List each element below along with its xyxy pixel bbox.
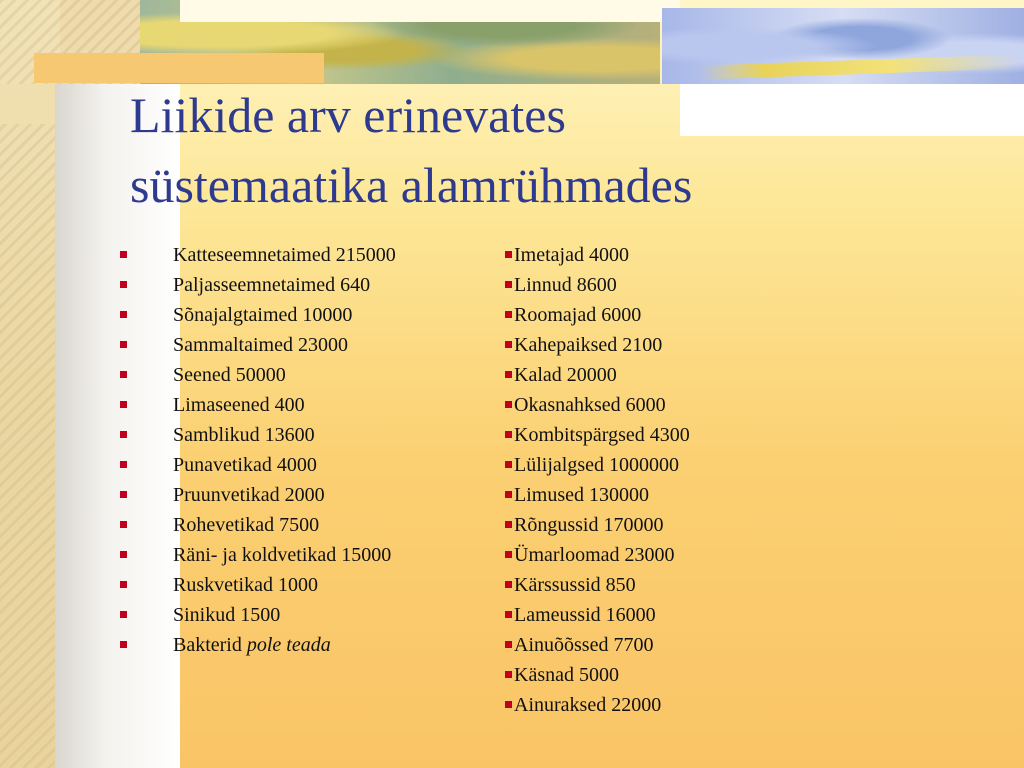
- list-item-text: [173, 270, 370, 300]
- list-item-label: Paljasseemnetaimed 640: [173, 274, 371, 296]
- list-item-text: [173, 330, 348, 360]
- decorative-block: [0, 84, 60, 124]
- list-item-text: [514, 574, 636, 596]
- list-item-text: [514, 274, 617, 296]
- decorative-cream-box: [180, 0, 680, 22]
- list-item-text: [514, 424, 690, 446]
- bullet-square-icon: [120, 521, 127, 528]
- list-item-text: [173, 540, 391, 570]
- bullet-square-icon: [120, 581, 127, 588]
- list-item: [505, 240, 690, 270]
- bullet-square-icon: [505, 581, 512, 588]
- bullet-square-icon: [505, 341, 512, 348]
- list-item: [505, 510, 690, 540]
- list-item-label: Bakterid: [173, 634, 247, 656]
- list-item-text: [514, 514, 663, 536]
- bullet-square-icon: [505, 701, 512, 708]
- decorative-white-band: [680, 84, 1024, 136]
- list-item-label: Katteseemnetaimed 215000: [173, 244, 396, 266]
- list-item-text: [173, 480, 325, 510]
- list-item-label: Kalad 20000: [514, 364, 617, 386]
- list-item-text: [173, 510, 319, 540]
- bullet-square-icon: [505, 251, 512, 258]
- animals-list: [505, 240, 690, 720]
- list-item: [505, 390, 690, 420]
- list-item-text: [514, 604, 656, 626]
- list-item-label: Sõnajalgtaimed 10000: [173, 304, 353, 326]
- bullet-square-icon: [120, 641, 127, 648]
- list-item: [505, 690, 690, 720]
- list-item-label: Kombitspärgsed 4300: [514, 424, 690, 446]
- list-item-label: Samblikud 13600: [173, 424, 315, 446]
- list-item-label: Sammaltaimed 23000: [173, 334, 348, 356]
- list-item-label: Roomajad 6000: [514, 304, 642, 326]
- bullet-square-icon: [505, 641, 512, 648]
- list-item-text: [514, 334, 662, 356]
- list-item-text: [514, 364, 617, 386]
- list-item-label: Lameussid 16000: [514, 604, 656, 626]
- list-item-text: [514, 394, 666, 416]
- list-item-label: Okasnahksed 6000: [514, 394, 666, 416]
- list-item-text: [173, 450, 317, 480]
- list-item-label: Pruunvetikad 2000: [173, 484, 325, 506]
- list-item: [505, 270, 690, 300]
- list-item-label: Ainuraksed 22000: [514, 694, 662, 716]
- list-item: [505, 420, 690, 450]
- list-item-label: Käsnad 5000: [514, 664, 619, 686]
- list-item-text: [173, 630, 331, 660]
- bullet-square-icon: [120, 551, 127, 558]
- list-item-label: Kärssussid 850: [514, 574, 636, 596]
- list-item-label: Sinikud 1500: [173, 604, 281, 626]
- slide-title: [130, 80, 692, 220]
- list-item-label: Punavetikad 4000: [173, 454, 317, 476]
- list-item-text: [173, 240, 396, 270]
- bullet-square-icon: [505, 281, 512, 288]
- bullet-square-icon: [505, 611, 512, 618]
- bullet-square-icon: [120, 461, 127, 468]
- list-item: [505, 540, 690, 570]
- bullet-square-icon: [505, 491, 512, 498]
- list-item: [505, 480, 690, 510]
- list-item-text: [514, 244, 629, 266]
- decorative-orange-bar: [34, 53, 324, 83]
- bullet-square-icon: [120, 281, 127, 288]
- bullet-square-icon: [505, 431, 512, 438]
- list-item-label: Ruskvetikad 1000: [173, 574, 318, 596]
- bullet-square-icon: [505, 551, 512, 558]
- list-item: [505, 360, 690, 390]
- list-item-label: Rohevetikad 7500: [173, 514, 320, 536]
- list-item: [505, 330, 690, 360]
- list-item-text: [514, 484, 649, 506]
- list-item: [505, 630, 690, 660]
- list-item-label: Kahepaiksed 2100: [514, 334, 663, 356]
- list-item: [505, 600, 690, 630]
- list-item-text: [173, 300, 352, 330]
- list-item-text: [514, 454, 679, 476]
- list-item-label: Imetajad 4000: [514, 244, 629, 266]
- list-item-label: Linnud 8600: [514, 274, 617, 296]
- list-item: [505, 300, 690, 330]
- list-item-text: [514, 694, 661, 716]
- list-item-label: Räni- ja koldvetikad 15000: [173, 544, 392, 566]
- list-item: [505, 660, 690, 690]
- list-item-text: [514, 634, 653, 656]
- bullet-square-icon: [120, 311, 127, 318]
- bullet-square-icon: [120, 251, 127, 258]
- list-item-text: [514, 664, 619, 686]
- bullet-square-icon: [120, 491, 127, 498]
- list-item-label: Seened 50000: [173, 364, 286, 386]
- bullet-square-icon: [120, 611, 127, 618]
- list-item-note: pole teada: [246, 634, 331, 656]
- slide-title-line-2: süstemaatika alamrühmades: [130, 157, 693, 213]
- list-item: [505, 450, 690, 480]
- list-item-text: [173, 600, 280, 630]
- list-item-text: [173, 360, 286, 390]
- list-item-label: Limused 130000: [514, 484, 649, 506]
- list-item-label: Limaseened 400: [173, 394, 305, 416]
- list-item-text: [173, 390, 305, 420]
- list-item-text: [173, 420, 315, 450]
- bullet-square-icon: [120, 431, 127, 438]
- bullet-square-icon: [505, 401, 512, 408]
- bullet-square-icon: [120, 341, 127, 348]
- list-item-label: Ümarloomad 23000: [514, 544, 675, 566]
- bullet-square-icon: [120, 401, 127, 408]
- bullet-square-icon: [505, 371, 512, 378]
- list-item-label: Lülijalgsed 1000000: [514, 454, 679, 476]
- list-item-label: Ainuõõssed 7700: [514, 634, 654, 656]
- list-item: [505, 570, 690, 600]
- list-item-text: [514, 544, 675, 566]
- list-item-text: [514, 304, 641, 326]
- bullet-square-icon: [505, 461, 512, 468]
- bullet-square-icon: [505, 311, 512, 318]
- slide-title-line-1: Liikide arv erinevates: [130, 87, 566, 143]
- list-item-label: Rõngussid 170000: [514, 514, 664, 536]
- bullet-square-icon: [505, 671, 512, 678]
- bullet-square-icon: [120, 371, 127, 378]
- bullet-square-icon: [505, 521, 512, 528]
- list-item-text: [173, 570, 318, 600]
